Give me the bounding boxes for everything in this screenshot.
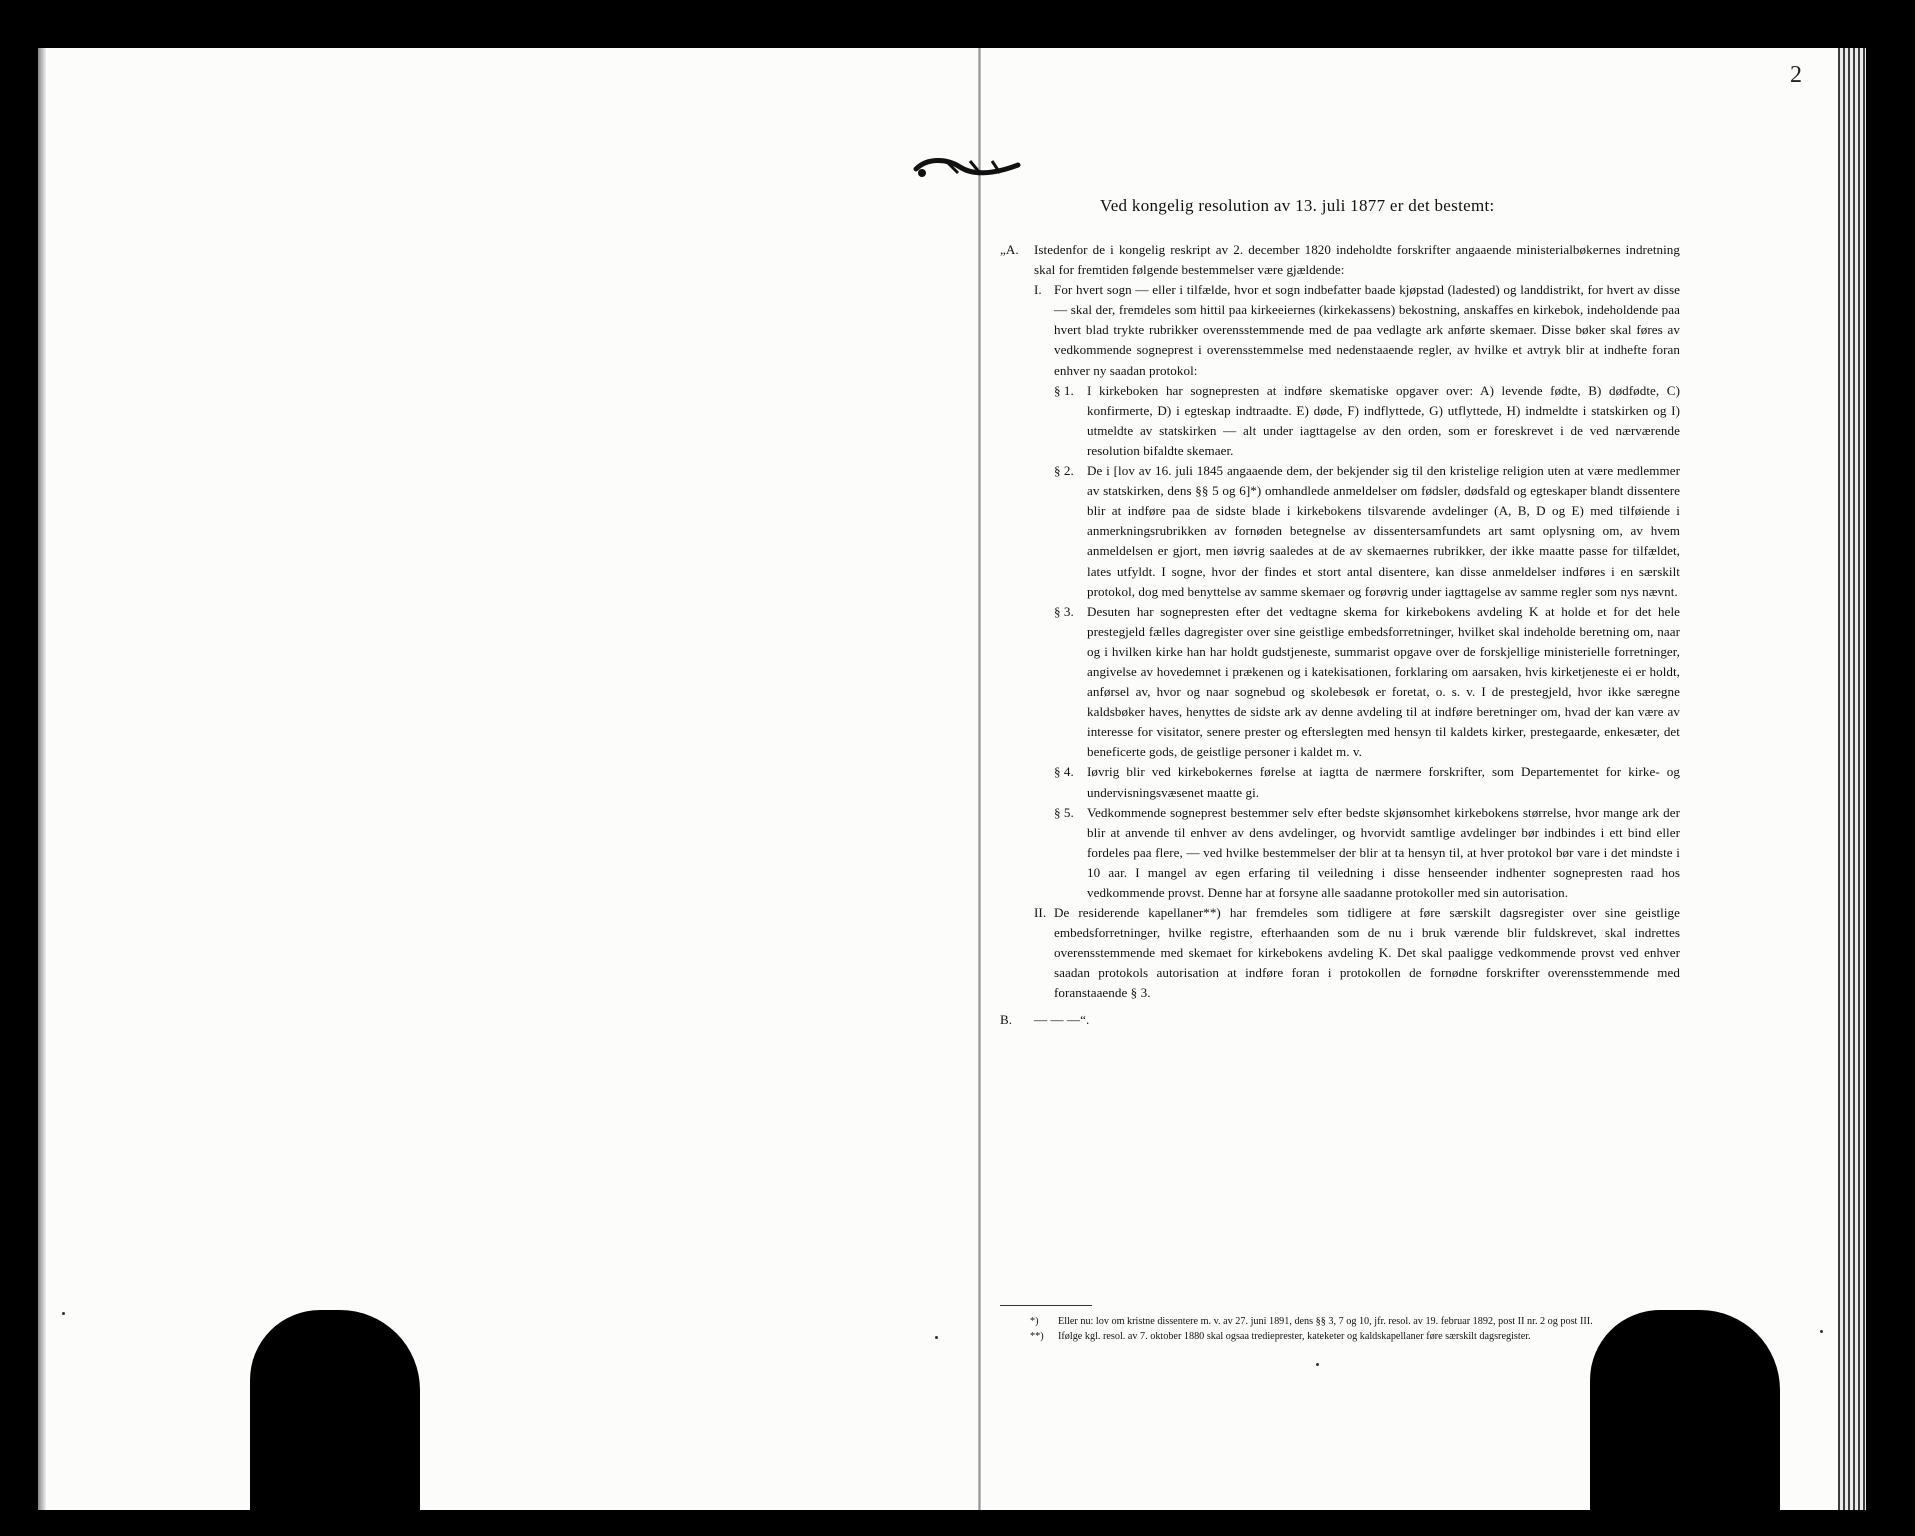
- footnote-marker: *): [1030, 1316, 1039, 1327]
- footnotes: [1030, 1315, 1650, 1344]
- resolution-body: [1000, 240, 1680, 1030]
- section-marker: § 3.: [1054, 603, 1074, 619]
- section-text: Desuten har sognepresten efter det vedtagne skema for kirkebokens avdeling K at holde et for det hele prestegjeld fælles dagregister over sine geistlige embedsforretninger, hvilket skal indeholde beretning om, naar og i hvilken kirke han har holdt gudstjeneste, summarist opgave over de forskjellige ministerielle forretninger, angivelse av hovedemnet i prækenen og i katekisationen, forklaring om aarsaken, hvis kirketjeneste ei er holdt, anførsel av, hvor og naar sognebud og skolebesøk er foretat, o. s. v. I de prestegjeld, hvor ikke særegne kaldsbøker haves, henyttes de sidste ark av denne avdeling til at indføre beretninger om, hvad der kan være av interesse for visitator, senere prester og efterslegten med hensyn til kaldets kirker, prestegaarde, enkesæter, det beneficerte gods, de geistlige personer i kaldet m. v.: [1087, 603, 1680, 760]
- left-page-edge: [38, 48, 46, 1510]
- footnote-1: [1030, 1315, 1650, 1330]
- paragraph-ii: [1034, 903, 1680, 1003]
- section-text: De i [lov av 16. juli 1845 angaaende dem, der bekjender sig til den kristelige religion uten at være medlemmer av statskirken, dens §§ 5 og 6]*) omhandlede anmeldelser om fødsler, dødsfald og egteskaper blandt dissentere blir at indføre paa de sidste blade i kirkebokens tilsvarende avdelinger (A, B, D og E) med tilføiende i anmerkningsrubrikken av fornøden betegnelse av dissentersamfundets art samt oplysning om, av hvem anmeldelsen er gjort, men iøvrig saaledes at de av skemaernes rubrikker, der ikke maatte passe for tilfældet, lates utfyldt. I sogne, hvor der findes et stort antal disentere, kan disse anmeldelser indføres i en særskilt protokol, dog med benyttelse av samme skemaer og forøvrig under iagttagelse av samme regler som nys nævnt.: [1087, 463, 1680, 599]
- footnote-2: [1030, 1330, 1650, 1345]
- paper-speck: [935, 1336, 938, 1339]
- page-heading: Ved kongelig resolution av 13. juli 1877 er det bestemt:: [1100, 196, 1495, 215]
- paragraph-text: Istedenfor de i kongelig reskript av 2. december 1820 indeholdte forskrifter angaaende ministerialbøkernes indretning skal for fremtiden følgende bestemmelser være gjældende:: [1034, 242, 1680, 278]
- paragraph-i: [1034, 280, 1680, 380]
- book-gutter: [978, 48, 981, 1510]
- paper-speck: [1316, 1363, 1319, 1366]
- paragraph-text: — — —“.: [1034, 1011, 1090, 1027]
- section-marker: § 5.: [1054, 804, 1074, 820]
- section-marker: § 2.: [1054, 463, 1074, 479]
- paragraph-text: De residerende kapellaner**) har fremdeles som tidligere at føre særskilt dagsregister over sine geistlige embedsforretninger, hvilke registre, efterhaanden som de nu i bruk værende blir fuldskrevet, skal indrettes overensstemmende med skemaet for kirkebokens avdeling K. Det skal paaligge vedkommende provst ved enhver saadan protokols autorisation at indføre foran i protokollen de fornødne forskrifter overensstemmende med foranstaaende § 3.: [1054, 905, 1680, 1001]
- section-text: Iøvrig blir ved kirkebokernes førelse at iagtta de nærmere forskrifter, som Departementet for kirke- og undervisningsvæsenet maatte gi.: [1087, 764, 1680, 800]
- page-number: 2: [1790, 62, 1802, 88]
- section-5: [1054, 803, 1680, 903]
- section-text: I kirkeboken har sognepresten at indføre skematiske opgaver over: A) levende fødte, B) dødfødte, C) konfirmerte, D) i egteskap indtraadte. E) døde, F) indflyttede, G) utflyttede, H) indmeldte i statskirken og I) utmeldte av statskirken — alt under iagttagelse av den orden, som er foreskrevet i de ved nærværende resolution bifaldte skemaer.: [1087, 382, 1680, 458]
- paragraph-a: [1000, 240, 1680, 280]
- ornament-flourish: [908, 153, 1028, 183]
- footnote-text: Ifølge kgl. resol. av 7. oktober 1880 skal ogsaa tredieprester, kateketer og kaldskapellaner føre særskilt dagsregister.: [1058, 1330, 1531, 1342]
- paragraph-marker: B.: [1000, 1011, 1013, 1027]
- footnote-marker: **): [1030, 1330, 1044, 1342]
- section-1: [1054, 381, 1680, 461]
- footnote-text: Eller nu: lov om kristne dissentere m. v. av 27. juni 1891, dens §§ 3, 7 og 10, jfr. resol. av 19. februar 1892, post II nr. 2 og post III.: [1058, 1316, 1593, 1327]
- footnote-rule: [1000, 1305, 1092, 1306]
- paragraph-marker: II.: [1034, 905, 1047, 921]
- paragraph-marker: I.: [1034, 282, 1042, 298]
- section-text: Vedkommende sogneprest bestemmer selv efter bedste skjønsomhet kirkebokens størrelse, hvor mange ark der blir at anvende til enhver av dens avdelinger, og hvorvidt samtlige avdelinger bør indbindes i ett bind eller fordeles paa flere, — ved hvilke bestemmelser der blir at ta hensyn til, at hver protokol bør vare i det mindste i 10 aar. I mangel av egen erfaring til veiledning i disse henseender indhenter sognepresten raad hos vedkommende provst. Denne har at forsyne alle saadanne protokoller med sin autorisation.: [1087, 804, 1680, 900]
- paragraph-marker: „A.: [1000, 242, 1019, 257]
- thumb-shadow-left: [250, 1310, 420, 1510]
- right-page-edges: [1838, 48, 1866, 1510]
- section-4: [1054, 762, 1680, 802]
- paper-speck: [62, 1312, 65, 1315]
- paper-speck: [1820, 1330, 1823, 1333]
- section-marker: § 4.: [1054, 764, 1074, 780]
- section-2: [1054, 461, 1680, 602]
- section-3: [1054, 602, 1680, 763]
- paragraph-b: [1000, 1010, 1680, 1030]
- paragraph-text: For hvert sogn — eller i tilfælde, hvor et sogn indbefatter baade kjøpstad (ladested) og landdistrikt, for hvert av disse — skal der, fremdeles som hittil paa kirkeeiernes (kirkekassens) bekostning, anskaffes en kirkebok, indeholdende paa hvert blad trykte rubrikker overensstemmende med de paa vedlagte ark anførte skemaer. Disse bøker skal føres av vedkommende sogneprest i overensstemmelse med nedenstaaende regler, av hvilke et avtryk blir at indhefte foran enhver ny saadan protokol:: [1054, 282, 1680, 378]
- section-marker: § 1.: [1054, 382, 1074, 398]
